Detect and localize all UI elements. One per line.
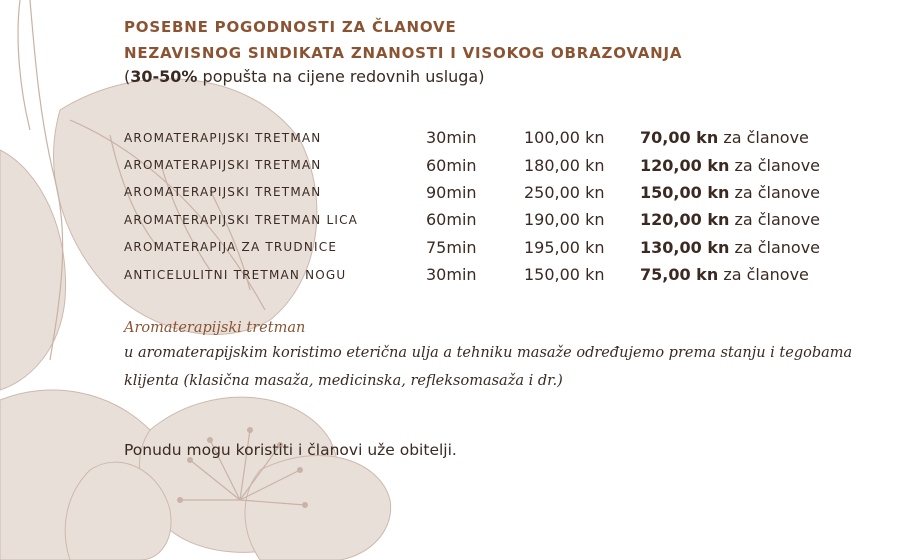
member-label: za članove [734, 237, 821, 257]
member-price-cell [640, 124, 820, 151]
table-row [124, 206, 820, 233]
table-row [124, 261, 820, 288]
treatment-description [124, 317, 864, 395]
regular-price: 250,00 kn [524, 182, 605, 202]
treatment-name: AROMATERAPIJSKI TRETMAN [124, 185, 322, 200]
treatment-name: AROMATERAPIJA ZA TRUDNICE [124, 240, 338, 255]
member-label: za članove [734, 210, 821, 230]
member-price: 150,00 kn [640, 182, 730, 202]
treatment-duration: 60min [426, 210, 477, 230]
regular-price: 195,00 kn [524, 237, 605, 257]
treatment-duration: 90min [426, 182, 477, 202]
regular-price: 190,00 kn [524, 210, 605, 230]
member-price: 70,00 kn [640, 128, 719, 148]
price-table [124, 124, 820, 288]
treatment-duration: 30min [426, 128, 477, 148]
regular-price: 100,00 kn [524, 128, 605, 148]
regular-price: 180,00 kn [524, 155, 605, 175]
description-title: Aromaterapijski tretman [124, 320, 306, 336]
discount-open-paren: ( [124, 67, 131, 86]
member-price: 120,00 kn [640, 155, 730, 175]
discount-percentage: 30-50% [130, 67, 198, 86]
member-price-cell [640, 151, 820, 178]
treatment-name: AROMATERAPIJSKI TRETMAN [124, 158, 322, 173]
treatment-duration: 60min [426, 155, 477, 175]
table-row [124, 151, 820, 178]
member-label: za članove [734, 182, 821, 202]
treatment-duration: 75min [426, 237, 477, 257]
heading-line-2: NEZAVISNOG SINDIKATA ZNANOSTI I VISOKOG OBRAZOVANJA [124, 44, 683, 62]
member-label: za članove [723, 128, 809, 148]
member-price-cell [640, 179, 820, 206]
member-price-cell [640, 261, 820, 288]
table-row [124, 179, 820, 206]
member-label: za članove [734, 155, 821, 175]
treatment-name: ANTICELULITNI TRETMAN NOGU [124, 267, 347, 282]
discount-description: popušta na cijene redovnih usluga) [197, 67, 485, 86]
description-line-2: klijenta (klasična masaža, medicinska, refleksomasaža i dr.) [124, 373, 563, 389]
table-row [124, 234, 820, 261]
treatment-name: AROMATERAPIJSKI TRETMAN LICA [124, 212, 359, 227]
regular-price: 150,00 kn [524, 265, 605, 285]
price-list-content [124, 14, 884, 459]
member-label: za članove [723, 265, 809, 285]
member-price: 130,00 kn [640, 237, 730, 257]
table-row [124, 124, 820, 151]
heading-line-1: POSEBNE POGODNOSTI ZA ČLANOVE [124, 18, 457, 36]
discount-note [124, 65, 884, 89]
description-line-1: u aromaterapijskim koristimo eterična ulja a tehniku masaže određujemo prema stanju i tegobama [124, 345, 853, 361]
member-price-cell [640, 206, 820, 233]
family-note: Ponudu mogu koristiti i članovi uže obitelji. [124, 441, 457, 459]
member-price: 75,00 kn [640, 265, 719, 285]
member-price-cell [640, 234, 820, 261]
treatment-duration: 30min [426, 265, 477, 285]
member-price: 120,00 kn [640, 210, 730, 230]
treatment-name: AROMATERAPIJSKI TRETMAN [124, 130, 322, 145]
